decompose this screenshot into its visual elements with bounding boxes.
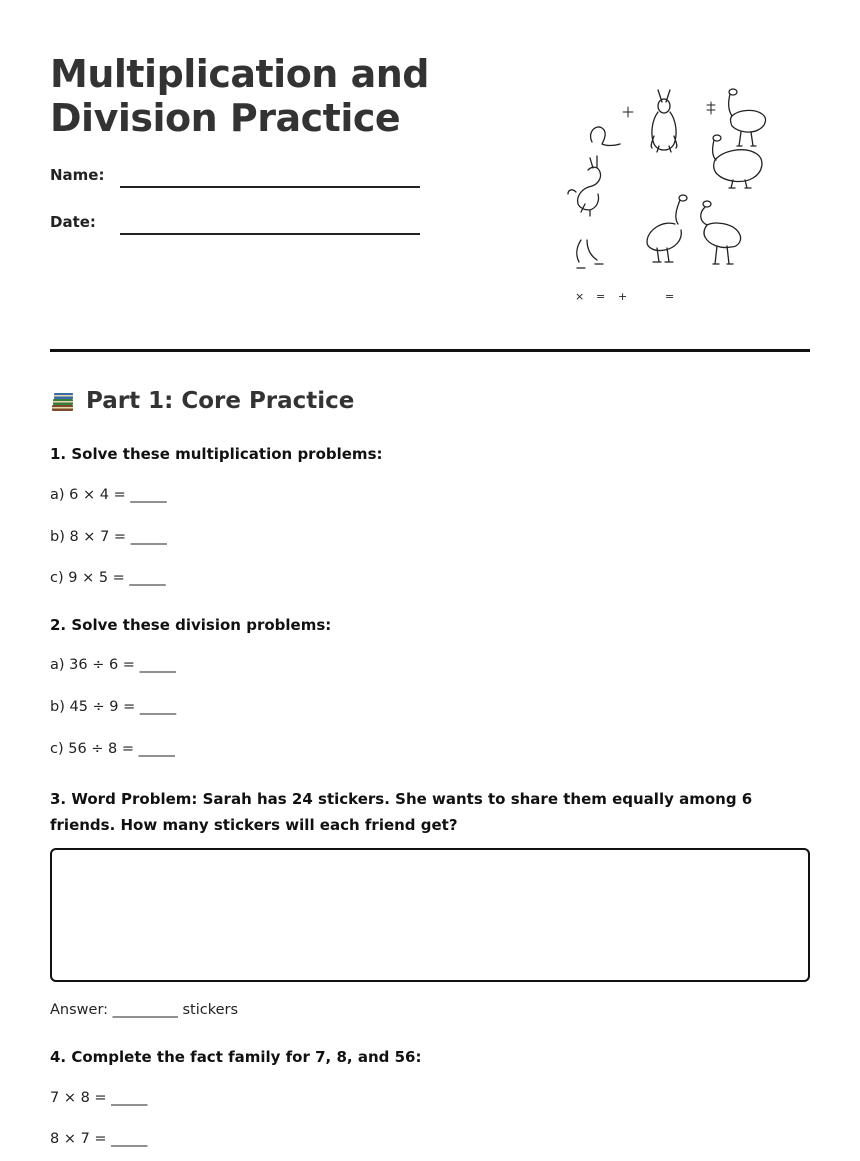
question-2c: c) 56 ÷ 8 = _____ <box>50 741 175 757</box>
emu-bottom-center-icon <box>647 195 687 262</box>
times-symbol: × <box>575 290 585 303</box>
emu-top-icon <box>729 89 766 146</box>
books-icon <box>50 388 76 414</box>
name-field[interactable] <box>120 186 420 188</box>
section-heading <box>50 388 354 414</box>
equals-symbol: = <box>596 290 606 303</box>
kangaroo-front-icon <box>651 90 677 152</box>
kangaroo-tail-icon <box>591 127 620 146</box>
section-divider <box>50 349 810 352</box>
question-1a: a) 6 × 4 = _____ <box>50 487 167 503</box>
title-line-2: Division Practice <box>50 96 401 140</box>
emu-bottom-right-icon <box>701 201 741 264</box>
kangaroo-legs-icon <box>577 240 603 268</box>
page-title <box>50 52 429 140</box>
question-1c: c) 9 × 5 = _____ <box>50 570 166 586</box>
date-field[interactable] <box>120 233 420 235</box>
title-line-1: Multiplication and <box>50 52 429 96</box>
fact-family-1: 7 × 8 = _____ <box>50 1090 148 1106</box>
question-3-prompt: 3. Word Problem: Sarah has 24 stickers. She wants to share them equally among 6 friends. How many stickers will each friend get? <box>50 790 753 834</box>
equals-symbol-2: = <box>665 290 675 303</box>
plus-minus-icon <box>707 102 715 114</box>
animal-illustration <box>555 80 785 310</box>
question-4-prompt: 4. Complete the fact family for 7, 8, and 56: <box>50 1048 422 1066</box>
work-space-box[interactable] <box>50 848 810 982</box>
section-title: Part 1: Core Practice <box>86 388 355 414</box>
sparkle-icon <box>623 107 633 117</box>
question-3-answer: Answer: _________ stickers <box>50 1002 239 1018</box>
plus-symbol: + <box>618 290 628 303</box>
question-2b: b) 45 ÷ 9 = _____ <box>50 699 177 715</box>
kangaroo-sitting-icon <box>568 156 601 216</box>
question-2a: a) 36 ÷ 6 = _____ <box>50 657 176 673</box>
question-1-prompt: 1. Solve these multiplication problems: <box>50 445 383 463</box>
fact-family-2: 8 × 7 = _____ <box>50 1131 148 1147</box>
question-2-prompt: 2. Solve these division problems: <box>50 616 332 634</box>
emu-middle-icon <box>713 135 762 188</box>
date-label: Date: <box>50 213 96 231</box>
name-label: Name: <box>50 166 105 184</box>
question-1b: b) 8 × 7 = _____ <box>50 529 167 545</box>
